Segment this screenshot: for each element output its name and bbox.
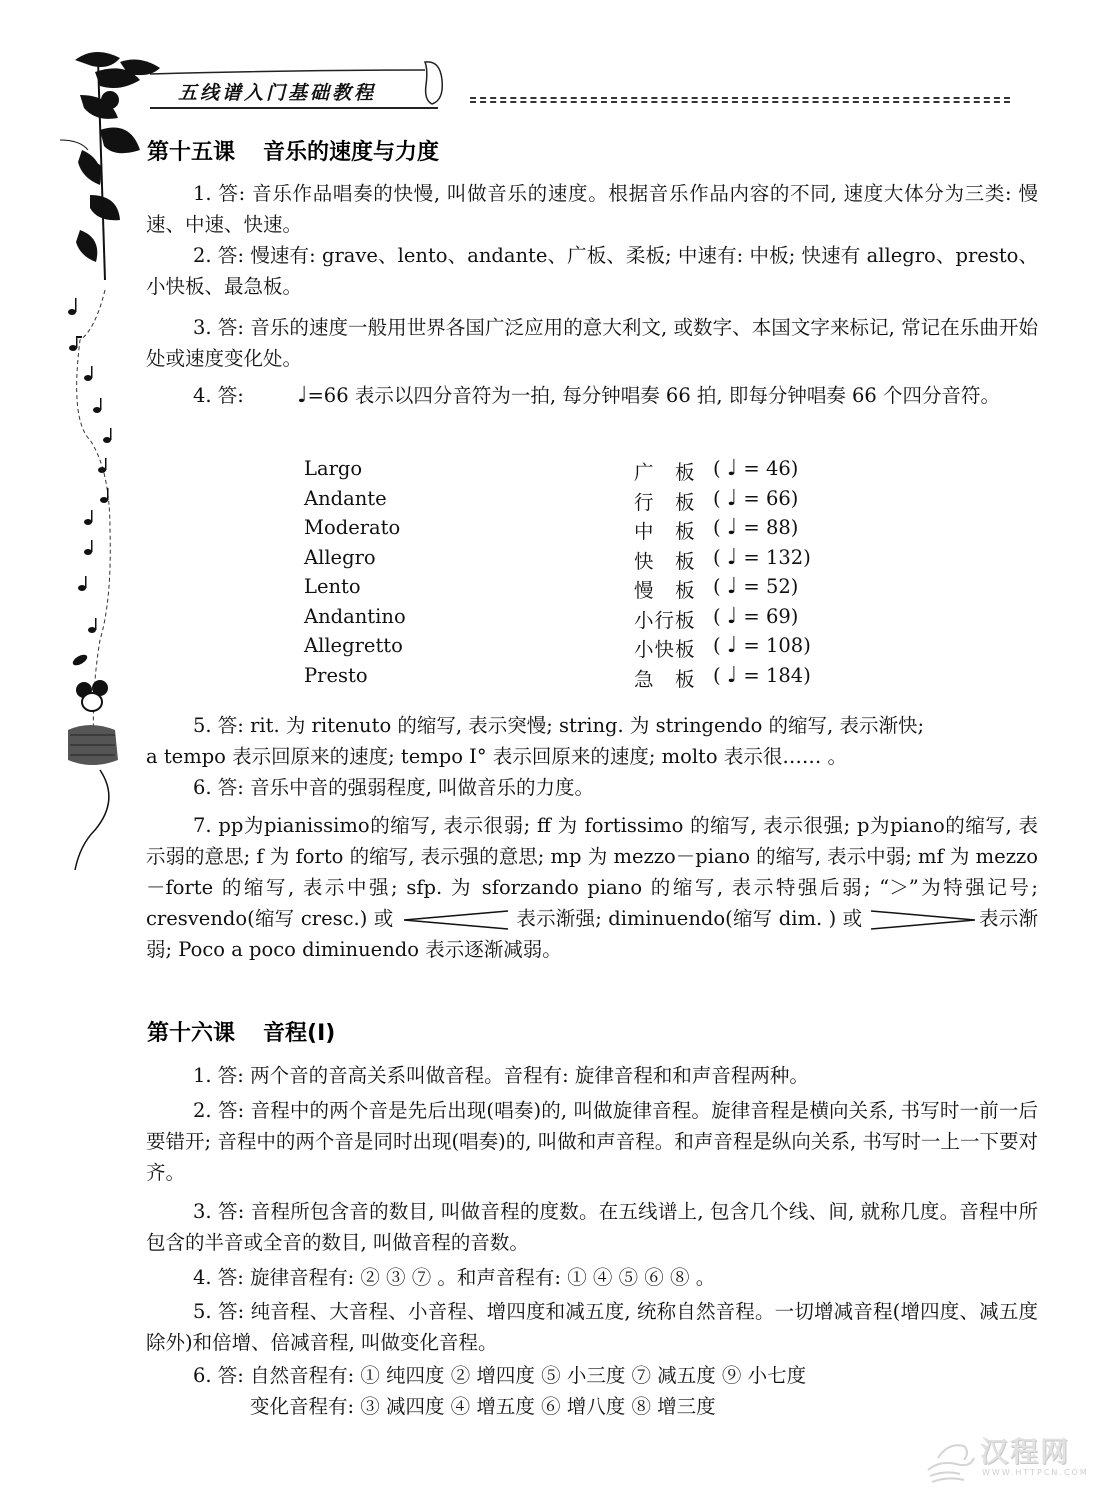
bpm-value: 184: [765, 663, 804, 687]
tempo-italian: Andantino: [304, 604, 406, 628]
answer-16-6-line1: 6. 答: 自然音程有: ① 纯四度 ② 增四度 ⑤ 小三度 ⑦ 减五度 ⑨ 小七度: [193, 1364, 807, 1387]
watermark-logo: [920, 1430, 1090, 1490]
lesson-15-title: [147, 135, 439, 166]
bpm-value: 52: [765, 575, 791, 598]
tempo-chinese: 中 板: [634, 520, 696, 543]
quarter-note-icon: ♩: [726, 543, 738, 570]
answer-15-7: [146, 810, 1038, 965]
answer-15-5-line2: a tempo 表示回原来的速度; tempo Ⅰ° 表示回原来的速度; molto 表示很…… 。: [146, 745, 848, 768]
answer-15-5: 5. 答: rit. 为 ritenuto 的缩写, 表示突慢; string. 为 stringendo 的缩写, 表示渐快;: [193, 714, 925, 737]
answer-15-1: 1. 答: 音乐作品唱奏的快慢, 叫做音乐的速度。根据音乐作品内容的不同, 速度大体分为三类: 慢速、中速、快速。: [146, 182, 1038, 236]
cartoon-mouse-icon: [68, 653, 118, 870]
bpm-value: 88: [765, 516, 791, 539]
tempo-chinese: 小快板: [634, 638, 696, 661]
watermark-brand: 汉程网: [980, 1435, 1071, 1468]
answer-16-5: 5. 答: 纯音程、大音程、小音程、增四度和减五度, 统称自然音程。一切增减音程(增四度、减五度除外)和倍增、倍减音程, 叫做变化音程。: [146, 1300, 1038, 1354]
crescendo-hairpin-icon: [400, 909, 510, 931]
tempo-row: [298, 457, 838, 487]
tempo-italian: Largo: [304, 457, 363, 480]
tempo-bpm: ( ♩ = 88): [713, 514, 799, 540]
tempo-italian: Presto: [304, 663, 368, 687]
quarter-note-icon: ♩: [297, 382, 308, 408]
quarter-note-icon: ♩: [726, 661, 738, 688]
tempo-chinese: 急 板: [634, 667, 696, 691]
answer-16-1: 1. 答: 两个音的音高关系叫做音程。音程有: 旋律音程和和声音程两种。: [193, 1064, 809, 1087]
tempo-bpm: ( ♩ = 66): [713, 484, 799, 511]
quarter-note-icon: ♩: [726, 632, 738, 658]
bpm-value: 46: [765, 457, 791, 480]
flower-vine-icon: [60, 52, 160, 280]
answer-text: 表示渐强; diminuendo(缩写 dim. ) 或: [516, 907, 863, 930]
tempo-bpm: ( ♩ = 46): [713, 455, 799, 481]
quarter-note-icon: ♩: [726, 602, 738, 629]
tempo-italian: Lento: [304, 575, 361, 598]
decrescendo-hairpin-icon: [869, 909, 979, 931]
book-title: 五线谱入门基础教程: [178, 82, 377, 104]
tempo-row: [298, 661, 838, 694]
tempo-chinese: 广 板: [634, 461, 696, 484]
music-notes-icon: [68, 290, 112, 760]
tempo-bpm: ( ♩ = 52): [713, 573, 799, 599]
tempo-table: [298, 457, 838, 693]
answer-15-6: 6. 答: 音乐中音的强弱程度, 叫做音乐的力度。: [193, 776, 594, 799]
tempo-bpm: ( ♩ = 69): [713, 602, 799, 629]
answer-15-3: 3. 答: 音乐的速度一般用世界各国广泛应用的意大利文, 或数字、本国文字来标记, 常记在乐曲开始处或速度变化处。: [146, 316, 1038, 370]
tempo-bpm: ( ♩ = 132): [713, 543, 811, 570]
lesson-16-title: [147, 1016, 335, 1047]
quarter-note-icon: ♩: [726, 573, 738, 599]
header-dashed-rule: [470, 97, 1010, 103]
tempo-italian: Moderato: [304, 516, 401, 539]
lesson-name: 音乐的速度与力度: [263, 140, 440, 165]
tempo-italian: Andante: [304, 486, 387, 510]
bpm-value: 108: [765, 634, 804, 657]
tempo-chinese: 小行板: [634, 608, 696, 632]
bpm-value: 69: [765, 604, 791, 628]
lesson-name: 音程(Ⅰ): [263, 1021, 336, 1046]
tempo-row: [298, 543, 838, 576]
answer-prefix: 4. 答:: [193, 384, 251, 407]
answer-text: 表示渐弱; Poco a poco diminuendo 表示逐渐减弱。: [146, 907, 1038, 961]
lesson-number: 第十五课: [147, 140, 236, 165]
answer-16-3: 3. 答: 音程所包含音的数目, 叫做音程的度数。在五线谱上, 包含几个线、间, 就称几度。音程中所包含的半音或全音的数目, 叫做音程的音数。: [146, 1200, 1038, 1254]
tempo-row: [298, 602, 838, 635]
tempo-chinese: 慢 板: [634, 579, 696, 602]
quarter-note-icon: ♩: [726, 455, 738, 481]
tempo-row: [298, 484, 838, 517]
tempo-bpm: ( ♩ = 108): [713, 632, 811, 658]
lesson-number: 第十六课: [147, 1021, 236, 1046]
quarter-note-icon: ♩: [726, 514, 738, 540]
tempo-italian: Allegretto: [304, 634, 403, 657]
watermark-dragon-icon: [920, 1430, 976, 1486]
bpm-value: 66: [765, 486, 791, 510]
tempo-chinese: 快 板: [634, 549, 696, 573]
tempo-italian: Allegro: [304, 545, 376, 569]
answer-text: 7. pp为pianissimo的缩写, 表示很弱; ff 为 fortissimo 的缩写, 表示很强; p为piano的缩写, 表示弱的意思; f 为 forto 的缩写, 表示强的意思; mp 为 mezzo－piano 的缩写, 表示中弱; mf 为 mezzo－forte 的缩写, 表示中强; sfp. 为 sforzando piano 的缩写, 表示特强后弱; “＞”为特强记号; cresvendo(缩写 cresc.) 或: [146, 814, 1038, 930]
answer-15-4: [146, 380, 1038, 411]
answer-16-6-line2: 变化音程有: ③ 减四度 ④ 增五度 ⑥ 增八度 ⑧ 增三度: [250, 1395, 716, 1418]
answer-16-2: 2. 答: 音程中的两个音是先后出现(唱奏)的, 叫做旋律音程。旋律音程是横向关系, 书写时一前一后要错开; 音程中的两个音是同时出现(唱奏)的, 叫做和声音程。和声音程是纵向关系, 书写时一上一下要对齐。: [146, 1099, 1038, 1184]
tempo-chinese: 行 板: [634, 490, 696, 514]
answer-text: =66 表示以四分音符为一拍, 每分钟唱奏 66 拍, 即每分钟唱奏 66 个四分音符。: [307, 384, 1001, 407]
tempo-row: [298, 634, 838, 664]
tempo-row: [298, 516, 838, 546]
quarter-note-icon: ♩: [726, 484, 738, 511]
bpm-value: 132: [765, 545, 804, 569]
tempo-row: [298, 575, 838, 605]
answer-15-2: 2. 答: 慢速有: grave、lento、andante、广板、柔板; 中速有: 中板; 快速有 allegro、presto、小快板、最急板。: [146, 244, 1038, 298]
answer-16-4: 4. 答: 旋律音程有: ② ③ ⑦ 。和声音程有: ① ④ ⑤ ⑥ ⑧ 。: [193, 1266, 716, 1289]
watermark-url: WWW.HTTPCN.COM: [982, 1468, 1089, 1477]
tempo-bpm: ( ♩ = 184): [713, 661, 811, 688]
